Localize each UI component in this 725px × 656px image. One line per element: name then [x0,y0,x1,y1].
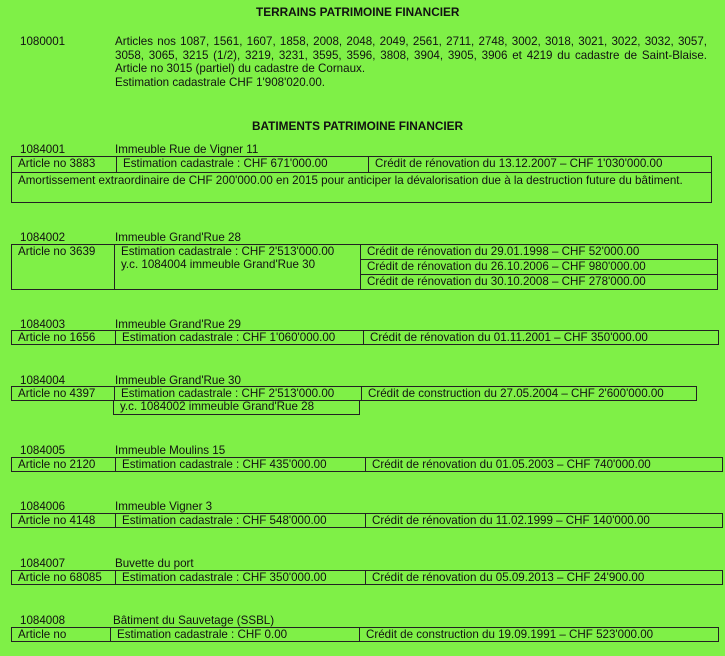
credit-line: Crédit de rénovation du 30.10.2008 – CHF 278'000.00 [367,275,646,288]
estimation-cell: Estimation cadastrale : CHF 0.00 [110,628,359,641]
estimation-cell: Estimation cadastrale : CHF 548'000.00 [115,514,365,527]
terrains-code: 1080001 [20,35,66,48]
entry-table [11,156,712,203]
entry-table [11,386,697,401]
credit-line: Crédit de rénovation du 26.10.2006 – CHF 980'000.00 [361,260,717,275]
estimation-cell: Estimation cadastrale : CHF 671'000.00 [116,157,368,172]
article-cell: Article no 4148 [18,514,96,527]
entry-code: 1084006 [20,500,66,513]
estimation-note: y.c. 1084004 immeuble Grand'Rue 30 [121,258,316,271]
entry-code: 1084004 [20,374,66,387]
entry-code: 1084001 [20,143,66,156]
credit-cell [360,245,717,289]
entry-name: Immeuble Vigner 3 [115,500,213,513]
entry-table [11,513,723,528]
note-cell: Amortissement extraordinaire de CHF 200'000.00 en 2015 pour anticiper la dévalorisation due à la destruction future du bâtiment. [18,174,683,187]
entry-table [11,570,723,585]
estimation-cell: Estimation cadastrale : CHF 435'000.00 [115,458,365,471]
entry-name: Immeuble Grand'Rue 28 [115,231,241,244]
credit-cell: Crédit de rénovation du 01.11.2001 – CHF 350'000.00 [363,331,718,344]
entry-name: Buvette du port [115,557,194,570]
article-cell: Article no 4397 [18,387,96,400]
estimation-cell: Estimation cadastrale : CHF 350'000.00 [115,571,365,584]
entry-name: Immeuble Grand'Rue 29 [115,318,241,331]
credit-cell: Crédit de construction du 19.09.1991 – CHF 523'000.00 [359,628,718,641]
estimation-note: y.c. 1084002 immeuble Grand'Rue 28 [113,400,360,415]
entry-table [11,244,718,290]
entry-name: Immeuble Rue de Vigner 11 [115,143,259,156]
estimation-cell: Estimation cadastrale : CHF 1'060'000.00 [115,331,363,344]
estimation-value: Estimation cadastrale : CHF 2'513'000.00 [121,245,335,258]
estimation-cell: Estimation cadastrale : CHF 2'513'000.00 [114,387,361,400]
credit-cell: Crédit de rénovation du 13.12.2007 – CHF 1'030'000.00 [368,157,711,172]
credit-cell: Crédit de rénovation du 01.05.2003 – CHF 740'000.00 [365,458,722,471]
entry-code: 1084008 [20,614,66,627]
entry-name: Immeuble Grand'Rue 30 [115,374,241,387]
entry-code: 1084005 [20,444,66,457]
article-cell: Article no 68085 [18,571,102,584]
terrains-title: TERRAINS PATRIMOINE FINANCIER [256,5,460,19]
credit-cell: Crédit de rénovation du 05.09.2013 – CHF 24'900.00 [365,571,722,584]
credit-line: Crédit de rénovation du 29.01.1998 – CHF 52'000.00 [361,245,717,260]
article-cell: Article no 3883 [18,157,96,170]
batiments-title: BATIMENTS PATRIMOINE FINANCIER [252,119,464,133]
entry-code: 1084002 [20,231,66,244]
article-cell: Article no 1656 [18,331,96,344]
entry-name: Bâtiment du Sauvetage (SSBL) [113,614,275,627]
entry-name: Immeuble Moulins 15 [115,444,226,457]
terrains-text: Articles nos 1087, 1561, 1607, 1858, 2008, 2048, 2049, 2561, 2711, 2748, 3002, 3018, 3021, 3022, 3032, 3057, 3058, 3065, 3215 (1/2), 3219, 3231, 3595, 3596, 3808, 3904, 3905, 3906 et 4219 du cadastre de Saint-Blaise. Article no 3015 (partiel) du cadastre de Cornaux. [115,35,707,75]
entry-table [11,457,723,472]
entry-table [11,627,719,642]
article-cell: Article no 2120 [18,458,96,471]
terrains-estimation: Estimation cadastrale CHF 1'908'020.00. [115,76,326,89]
estimation-cell [114,245,360,289]
credit-cell: Crédit de rénovation du 11.02.1999 – CHF 140'000.00 [365,514,722,527]
entry-code: 1084003 [20,318,66,331]
entry-table [11,330,719,345]
entry-code: 1084007 [20,557,66,570]
article-cell: Article no [18,628,67,641]
article-cell: Article no 3639 [18,245,96,258]
credit-cell: Crédit de construction du 27.05.2004 – CHF 2'600'000.00 [361,387,696,400]
